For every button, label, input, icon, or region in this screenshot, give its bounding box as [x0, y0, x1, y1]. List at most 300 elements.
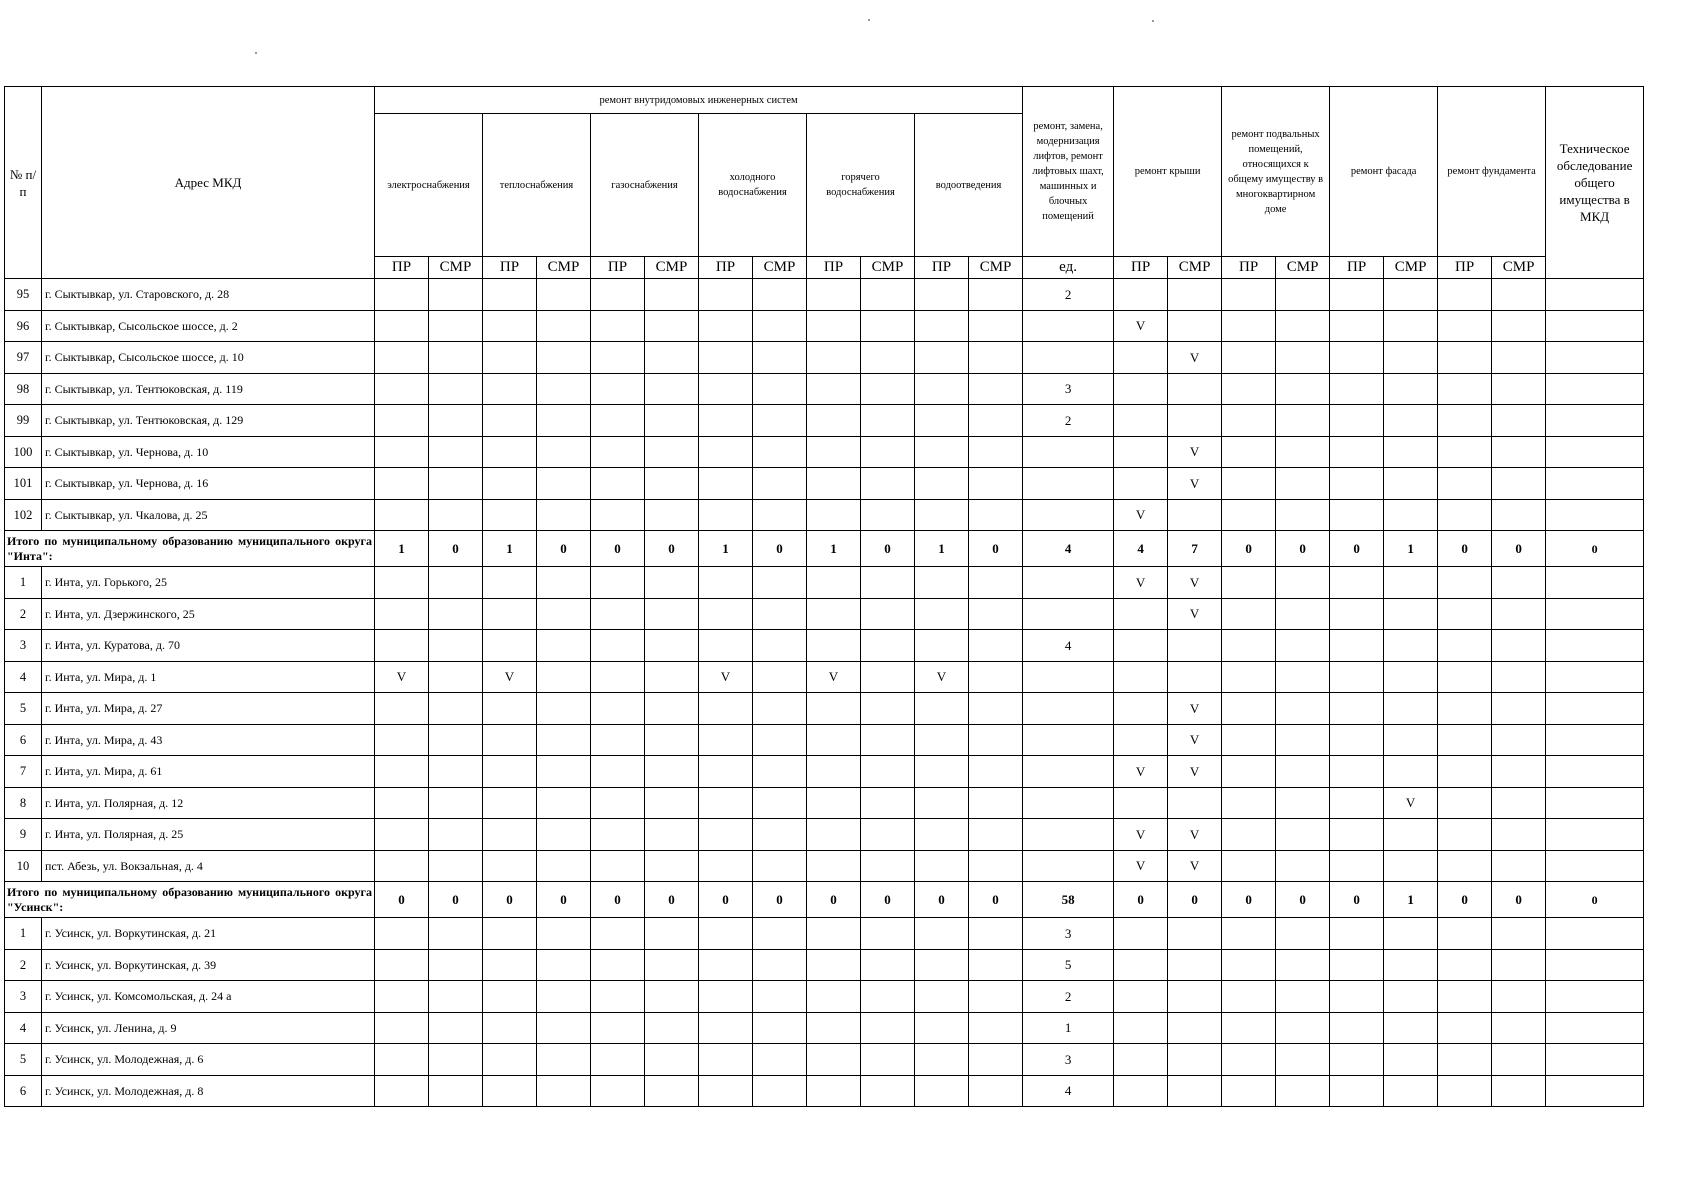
work-cell: [591, 918, 645, 950]
table-row: [5, 787, 1644, 819]
address-header: Адрес МКД: [42, 87, 375, 279]
inspection-cell: [1546, 499, 1644, 531]
table-row: [5, 436, 1644, 468]
work-cell: [375, 567, 429, 599]
work-cell: [807, 598, 861, 630]
address-cell: г. Инта, ул. Мира, д. 43: [42, 724, 375, 756]
work-cell: V: [699, 661, 753, 693]
work-cell: [753, 630, 807, 662]
work-cell: [537, 598, 591, 630]
scan-speck: [868, 19, 870, 21]
work-cell: [807, 405, 861, 437]
total-value-cell: 0: [1276, 882, 1330, 918]
work-cell: [483, 630, 537, 662]
work-cell: [591, 661, 645, 693]
work-cell: [915, 850, 969, 882]
total-value-cell: 1: [1384, 531, 1438, 567]
inspection-cell: [1546, 724, 1644, 756]
work-cell: [753, 598, 807, 630]
work-cell: [1276, 436, 1330, 468]
work-cell: [1222, 499, 1276, 531]
smr-subheader: СМР: [537, 257, 591, 279]
work-cell: [753, 693, 807, 725]
work-cell: [1384, 819, 1438, 851]
work-cell: [537, 981, 591, 1013]
work-cell: [537, 630, 591, 662]
total-value-cell: 0: [591, 531, 645, 567]
total-row: [5, 882, 1644, 918]
pr-subheader: ПР: [1330, 257, 1384, 279]
work-cell: [969, 598, 1023, 630]
work-cell: [1114, 724, 1168, 756]
address-cell: г. Инта, ул. Мира, д. 1: [42, 661, 375, 693]
work-cell: [861, 598, 915, 630]
work-cell: V: [1168, 567, 1222, 599]
work-cell: [375, 436, 429, 468]
work-cell: [645, 724, 699, 756]
table-row: [5, 693, 1644, 725]
work-cell: [1276, 661, 1330, 693]
work-cell: [699, 468, 753, 500]
work-cell: [807, 693, 861, 725]
work-cell: [429, 598, 483, 630]
work-cell: V: [1114, 756, 1168, 788]
work-cell: [429, 373, 483, 405]
work-cell: [375, 279, 429, 311]
work-cell: [1168, 949, 1222, 981]
row-number: 6: [5, 724, 42, 756]
pr-subheader: ПР: [591, 257, 645, 279]
smr-subheader: СМР: [753, 257, 807, 279]
work-cell: [915, 918, 969, 950]
work-cell: [807, 630, 861, 662]
work-cell: [375, 693, 429, 725]
work-cell: [1222, 405, 1276, 437]
address-cell: г. Инта, ул. Горького, 25: [42, 567, 375, 599]
engineering-systems-header: ремонт внутридомовых инженерных систем: [375, 87, 1023, 114]
work-cell: [861, 850, 915, 882]
work-cell: [861, 630, 915, 662]
work-cell: [375, 850, 429, 882]
work-cell: [429, 724, 483, 756]
work-cell: [969, 436, 1023, 468]
work-cell: [753, 499, 807, 531]
work-cell: 3: [1023, 918, 1114, 950]
work-cell: [1438, 693, 1492, 725]
work-cell: [1492, 436, 1546, 468]
work-cell: [807, 918, 861, 950]
work-cell: [753, 310, 807, 342]
work-cell: [483, 918, 537, 950]
work-cell: [861, 279, 915, 311]
table-row: [5, 1075, 1644, 1107]
work-cell: [375, 310, 429, 342]
work-cell: [537, 310, 591, 342]
smr-subheader: СМР: [1276, 257, 1330, 279]
work-cell: [1492, 1075, 1546, 1107]
work-cell: [753, 918, 807, 950]
work-cell: [1438, 756, 1492, 788]
inspection-cell: [1546, 630, 1644, 662]
row-number: 1: [5, 567, 42, 599]
work-cell: [1330, 1075, 1384, 1107]
work-cell: [915, 1044, 969, 1076]
inspection-cell: [1546, 405, 1644, 437]
work-cell: [1330, 342, 1384, 374]
work-cell: [1222, 1044, 1276, 1076]
work-cell: [1330, 405, 1384, 437]
table-row: [5, 918, 1644, 950]
work-cell: V: [1114, 499, 1168, 531]
work-cell: [861, 756, 915, 788]
row-number: 10: [5, 850, 42, 882]
work-cell: V: [1384, 787, 1438, 819]
total-label: Итого по муниципальному образованию муниципального округа "Усинск":: [5, 882, 375, 918]
work-cell: [537, 949, 591, 981]
table-row: [5, 661, 1644, 693]
work-cell: V: [915, 661, 969, 693]
work-cell: [1492, 819, 1546, 851]
work-cell: [969, 918, 1023, 950]
row-number: 6: [5, 1075, 42, 1107]
work-cell: [1222, 981, 1276, 1013]
address-cell: г. Сыктывкар, ул. Чкалова, д. 25: [42, 499, 375, 531]
work-cell: [645, 949, 699, 981]
work-cell: [1023, 436, 1114, 468]
work-cell: V: [1168, 468, 1222, 500]
work-cell: [1330, 693, 1384, 725]
total-value-cell: 0: [1330, 531, 1384, 567]
work-cell: V: [1168, 342, 1222, 374]
work-cell: [1330, 981, 1384, 1013]
work-cell: [591, 1044, 645, 1076]
address-cell: пст. Абезь, ул. Вокзальная, д. 4: [42, 850, 375, 882]
work-cell: [753, 661, 807, 693]
work-cell: [1168, 1044, 1222, 1076]
work-cell: [537, 405, 591, 437]
work-cell: [1492, 756, 1546, 788]
work-cell: [1492, 1012, 1546, 1044]
work-cell: V: [1168, 819, 1222, 851]
work-cell: [969, 1075, 1023, 1107]
work-cell: [375, 342, 429, 374]
work-cell: [969, 342, 1023, 374]
work-cell: V: [1168, 436, 1222, 468]
num-header: № п/п: [5, 87, 42, 279]
work-cell: [1438, 918, 1492, 950]
total-value-cell: 0: [969, 531, 1023, 567]
work-cell: [861, 819, 915, 851]
inspection-cell: [1546, 468, 1644, 500]
work-cell: [915, 981, 969, 1013]
address-cell: г. Сыктывкар, Сысольское шоссе, д. 10: [42, 342, 375, 374]
row-number: 5: [5, 1044, 42, 1076]
work-cell: [1330, 949, 1384, 981]
work-cell: [1330, 756, 1384, 788]
work-cell: [861, 1075, 915, 1107]
work-cell: [1023, 693, 1114, 725]
work-cell: [1276, 693, 1330, 725]
inspection-cell: [1546, 949, 1644, 981]
work-cell: [1114, 918, 1168, 950]
address-cell: г. Сыктывкар, Сысольское шоссе, д. 2: [42, 310, 375, 342]
work-cell: [1168, 661, 1222, 693]
work-cell: [1330, 598, 1384, 630]
work-cell: [591, 819, 645, 851]
work-cell: [699, 598, 753, 630]
work-cell: [1168, 918, 1222, 950]
work-cell: [1222, 661, 1276, 693]
inspection-cell: [1546, 819, 1644, 851]
basement-header: ремонт подвальных помещений, относящихся к общему имуществу в многоквартирном доме: [1222, 87, 1330, 257]
work-cell: [483, 1044, 537, 1076]
total-value-cell: 1: [375, 531, 429, 567]
work-cell: [591, 693, 645, 725]
work-cell: [1114, 693, 1168, 725]
work-cell: [1438, 436, 1492, 468]
work-cell: V: [1168, 756, 1222, 788]
work-cell: [699, 756, 753, 788]
work-cell: [645, 436, 699, 468]
work-cell: [1330, 1012, 1384, 1044]
work-cell: [969, 693, 1023, 725]
work-cell: [1492, 598, 1546, 630]
work-cell: [1330, 787, 1384, 819]
total-value-cell: 0: [807, 882, 861, 918]
address-cell: г. Инта, ул. Куратова, д. 70: [42, 630, 375, 662]
work-cell: [1384, 1044, 1438, 1076]
work-cell: [375, 787, 429, 819]
work-cell: [375, 630, 429, 662]
work-cell: [969, 756, 1023, 788]
work-cell: [1330, 279, 1384, 311]
total-value-cell: 1: [807, 531, 861, 567]
work-cell: [1438, 661, 1492, 693]
work-cell: [969, 405, 1023, 437]
work-cell: [915, 405, 969, 437]
table-row: [5, 756, 1644, 788]
work-cell: [915, 373, 969, 405]
work-cell: 3: [1023, 373, 1114, 405]
work-cell: [1168, 787, 1222, 819]
total-value-cell: 1: [483, 531, 537, 567]
address-cell: г. Сыктывкар, ул. Тентюковская, д. 119: [42, 373, 375, 405]
work-cell: [1384, 598, 1438, 630]
address-cell: г. Усинск, ул. Ленина, д. 9: [42, 1012, 375, 1044]
work-cell: [699, 405, 753, 437]
work-cell: [645, 756, 699, 788]
work-cell: [375, 918, 429, 950]
smr-subheader: СМР: [645, 257, 699, 279]
work-cell: [429, 499, 483, 531]
work-cell: [645, 598, 699, 630]
work-cell: [537, 819, 591, 851]
work-cell: [1276, 567, 1330, 599]
work-cell: [699, 850, 753, 882]
table-row: [5, 850, 1644, 882]
work-cell: [969, 819, 1023, 851]
address-cell: г. Усинск, ул. Комсомольская, д. 24 а: [42, 981, 375, 1013]
work-cell: [699, 567, 753, 599]
work-cell: [1168, 1012, 1222, 1044]
work-cell: [1023, 756, 1114, 788]
work-cell: [1438, 819, 1492, 851]
work-cell: [699, 630, 753, 662]
work-cell: [807, 279, 861, 311]
work-cell: [1384, 630, 1438, 662]
work-cell: [537, 1044, 591, 1076]
work-cell: [537, 724, 591, 756]
work-cell: [1492, 693, 1546, 725]
work-cell: [753, 724, 807, 756]
work-cell: [1384, 279, 1438, 311]
work-cell: [753, 342, 807, 374]
pr-subheader: ПР: [915, 257, 969, 279]
work-cell: [861, 342, 915, 374]
smr-subheader: СМР: [1492, 257, 1546, 279]
work-cell: [807, 949, 861, 981]
table-row: [5, 724, 1644, 756]
work-cell: [1384, 499, 1438, 531]
work-cell: [591, 787, 645, 819]
work-cell: [1222, 468, 1276, 500]
work-cell: [483, 693, 537, 725]
row-number: 100: [5, 436, 42, 468]
table-row: [5, 310, 1644, 342]
work-cell: [753, 373, 807, 405]
work-cell: V: [1114, 850, 1168, 882]
work-cell: [1438, 1012, 1492, 1044]
table-row: [5, 1012, 1644, 1044]
address-cell: г. Усинск, ул. Воркутинская, д. 39: [42, 949, 375, 981]
inspection-cell: [1546, 787, 1644, 819]
roof-header: ремонт крыши: [1114, 87, 1222, 257]
work-cell: [429, 310, 483, 342]
work-cell: [1023, 819, 1114, 851]
lifts-header: ремонт, замена, модернизация лифтов, ремонт лифтовых шахт, машинных и блочных помещений: [1023, 87, 1114, 257]
work-cell: [645, 373, 699, 405]
work-cell: [1222, 756, 1276, 788]
row-number: 97: [5, 342, 42, 374]
work-cell: [429, 918, 483, 950]
work-cell: [591, 567, 645, 599]
work-cell: [1492, 630, 1546, 662]
work-cell: [753, 279, 807, 311]
work-cell: [429, 787, 483, 819]
work-cell: V: [1168, 598, 1222, 630]
inspection-cell: [1546, 981, 1644, 1013]
work-cell: [1330, 819, 1384, 851]
table-row: [5, 819, 1644, 851]
work-cell: [483, 819, 537, 851]
work-cell: [1222, 436, 1276, 468]
work-cell: [753, 436, 807, 468]
work-cell: [861, 405, 915, 437]
work-cell: [375, 598, 429, 630]
work-cell: [483, 567, 537, 599]
pr-subheader: ПР: [1438, 257, 1492, 279]
work-cell: [1330, 630, 1384, 662]
work-cell: [1114, 436, 1168, 468]
work-cell: [591, 1075, 645, 1107]
work-cell: V: [807, 661, 861, 693]
work-cell: V: [1168, 724, 1222, 756]
smr-subheader: СМР: [1384, 257, 1438, 279]
work-cell: [1384, 918, 1438, 950]
work-cell: [591, 981, 645, 1013]
work-cell: V: [1168, 850, 1222, 882]
work-cell: [1114, 1012, 1168, 1044]
work-cell: [429, 436, 483, 468]
work-cell: [807, 1075, 861, 1107]
work-cell: [429, 630, 483, 662]
work-cell: [1438, 598, 1492, 630]
work-cell: [699, 279, 753, 311]
pr-subheader: ПР: [1114, 257, 1168, 279]
inspection-cell: 0: [1546, 882, 1644, 918]
work-cell: [1330, 567, 1384, 599]
work-cell: [969, 981, 1023, 1013]
work-cell: [915, 693, 969, 725]
work-cell: [1168, 1075, 1222, 1107]
work-cell: [1222, 373, 1276, 405]
work-cell: [1222, 279, 1276, 311]
work-cell: [1492, 1044, 1546, 1076]
work-cell: [699, 436, 753, 468]
work-cell: [1438, 468, 1492, 500]
work-cell: [969, 630, 1023, 662]
work-cell: [1492, 499, 1546, 531]
work-cell: [591, 436, 645, 468]
work-cell: [1222, 724, 1276, 756]
total-value-cell: 0: [1492, 531, 1546, 567]
work-cell: [861, 661, 915, 693]
work-cell: [1330, 1044, 1384, 1076]
work-cell: [699, 949, 753, 981]
work-cell: [429, 949, 483, 981]
work-cell: [915, 724, 969, 756]
work-cell: [483, 499, 537, 531]
work-cell: [915, 819, 969, 851]
work-cell: [429, 850, 483, 882]
row-number: 5: [5, 693, 42, 725]
work-cell: [429, 342, 483, 374]
work-cell: [429, 981, 483, 1013]
work-cell: [1438, 310, 1492, 342]
work-cell: [969, 850, 1023, 882]
inspection-cell: [1546, 1044, 1644, 1076]
work-cell: [969, 373, 1023, 405]
total-value-cell: 0: [861, 882, 915, 918]
work-cell: V: [1168, 693, 1222, 725]
work-cell: [1276, 918, 1330, 950]
work-cell: [915, 342, 969, 374]
work-cell: [591, 1012, 645, 1044]
address-cell: г. Усинск, ул. Воркутинская, д. 21: [42, 918, 375, 950]
work-cell: [591, 630, 645, 662]
work-cell: [1438, 949, 1492, 981]
work-cell: [537, 436, 591, 468]
work-cell: [807, 373, 861, 405]
work-cell: [1384, 693, 1438, 725]
work-cell: [969, 468, 1023, 500]
work-cell: [1114, 1075, 1168, 1107]
total-value-cell: 0: [1168, 882, 1222, 918]
work-cell: [1492, 918, 1546, 950]
work-cell: [1023, 499, 1114, 531]
work-cell: [375, 373, 429, 405]
work-cell: [1384, 724, 1438, 756]
